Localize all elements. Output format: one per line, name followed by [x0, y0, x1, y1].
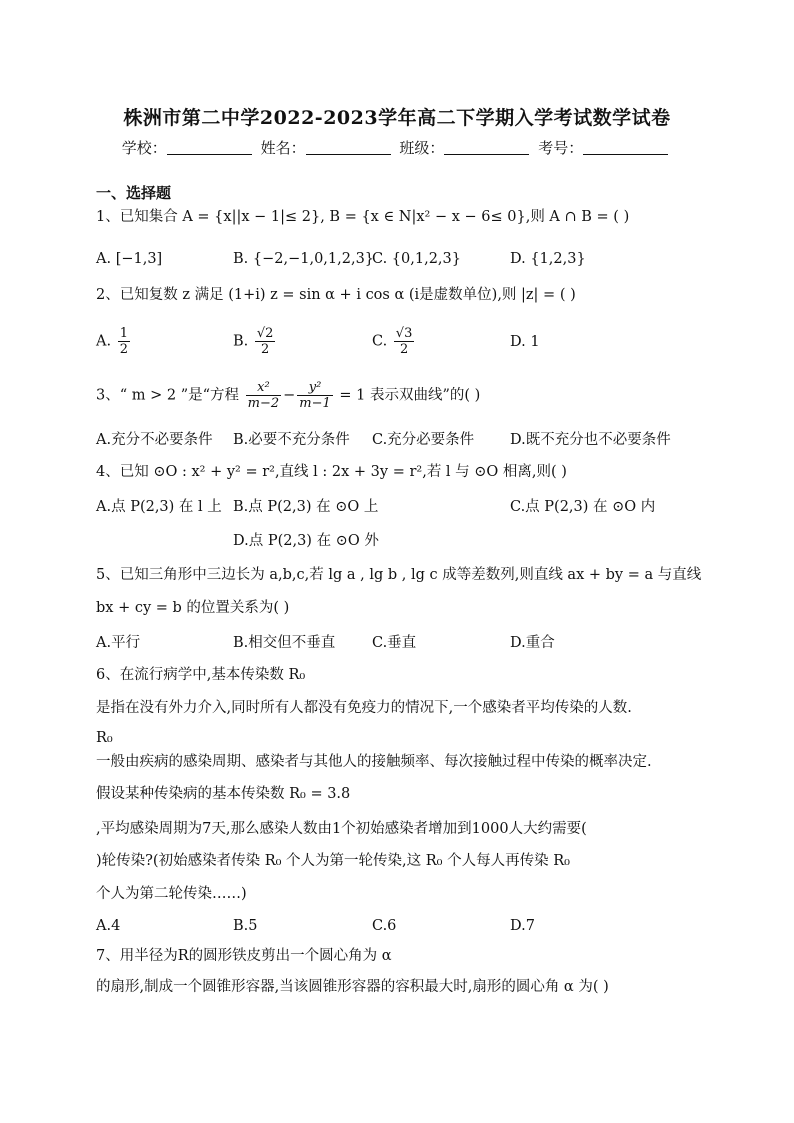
q1-option-a: A. [−1,3]	[96, 251, 163, 267]
q1-option-b: B. {−2,−1,0,1,2,3}	[233, 251, 375, 267]
q5-line-2: bx + cy = b 的位置关系为( )	[96, 600, 290, 616]
q3-option-c: C.充分必要条件	[372, 432, 475, 448]
q6-line-4: 一般由疾病的感染周期、感染者与其他人的接触频率、每次接触过程中传染的概率决定.	[96, 754, 652, 770]
q2-c-den: 2	[399, 342, 409, 357]
q6-line-8: 个人为第二轮传染……)	[96, 886, 247, 902]
q4-option-c: C.点 P(2,3) 在 ⊙O 内	[510, 499, 656, 515]
q6-option-c: C.6	[372, 918, 397, 934]
q2-b-label: B.	[233, 333, 249, 350]
q6-option-a: A.4	[96, 918, 121, 934]
q2-c-num: √3	[395, 326, 413, 341]
q1-stem: 1、已知集合 A = {x||x − 1|≤ 2}, B = {x ∈ N|x² − x − 6≤ 0},则 A ∩ B = ( )	[96, 209, 630, 225]
q4-stem: 4、已知 ⊙O : x² + y² = r²,直线 l : 2x + 3y = r²,若 l 与 ⊙O 相离,则( )	[96, 464, 567, 480]
name-blank[interactable]	[306, 140, 391, 155]
q3-post: = 1 表示双曲线”的( )	[339, 387, 481, 404]
q2-a-den: 2	[119, 342, 128, 357]
q2-a-num: 1	[119, 326, 128, 341]
q4-option-b: B.点 P(2,3) 在 ⊙O 上	[233, 499, 379, 515]
q6-line-3: R₀	[96, 730, 113, 746]
q6-option-d: D.7	[510, 918, 535, 934]
q6-line-7: )轮传染?(初始感染者传染 R₀ 个人为第一轮传染,这 R₀ 个人每人再传染 R₀	[96, 853, 570, 869]
q3-minus: −	[283, 387, 296, 404]
q3-f1-den: m−2	[247, 396, 280, 411]
q2-b-den: 2	[261, 342, 270, 357]
q6-line-5: 假设某种传染病的基本传染数 R₀ = 3.8	[96, 786, 351, 802]
q6-line-6: ,平均感染周期为7天,那么感染人数由1个初始感染者增加到1000人大约需要(	[96, 821, 587, 837]
q5-option-b: B.相交但不垂直	[233, 635, 336, 651]
q2-b-num: √2	[256, 326, 274, 341]
section-heading: 一、选择题	[96, 184, 172, 202]
q2-option-c	[372, 326, 416, 357]
q2-a-label: A.	[96, 333, 112, 350]
q2-option-a	[96, 326, 132, 357]
q2-a-fraction	[118, 326, 130, 357]
q3-fraction-1	[246, 380, 282, 411]
q3-f1-num: x²	[246, 380, 282, 396]
school-blank[interactable]	[167, 140, 252, 155]
number-blank[interactable]	[583, 140, 668, 155]
q1-option-d: D. {1,2,3}	[510, 251, 586, 267]
q6-line-2: 是指在没有外力介入,同时所有人都没有免疫力的情况下,一个感染者平均传染的人数.	[96, 700, 632, 716]
q4-option-d: D.点 P(2,3) 在 ⊙O 外	[233, 533, 379, 549]
q2-option-d: D. 1	[510, 334, 540, 350]
class-label: 班级：	[399, 139, 445, 157]
q2-option-b	[233, 326, 277, 357]
q3-pre: 3、“ m > 2 ”是“方程	[96, 387, 240, 404]
q6-option-b: B.5	[233, 918, 258, 934]
class-blank[interactable]	[444, 140, 529, 155]
q2-stem: 2、已知复数 z 满足 (1+i) z = sin α + i cos α (i是虚数单位),则 |z| = ( )	[96, 287, 576, 303]
q3-fraction-2	[297, 380, 333, 411]
q4-option-a: A.点 P(2,3) 在 l 上	[96, 499, 222, 515]
q5-option-a: A.平行	[96, 635, 141, 651]
q2-b-fraction	[255, 326, 276, 357]
q3-f2-den: m−1	[299, 396, 331, 411]
q7-line-2: 的扇形,制成一个圆锥形容器,当该圆锥形容器的容积最大时,扇形的圆心角 α 为( )	[96, 979, 609, 995]
student-info-line	[0, 137, 794, 158]
q2-c-fraction	[394, 326, 415, 357]
q2-c-label: C.	[372, 333, 388, 350]
q6-line-1: 6、在流行病学中,基本传染数 R₀	[96, 667, 306, 683]
school-label: 学校：	[121, 139, 167, 157]
exam-title: 株洲市第二中学2022-2023学年高二下学期入学考试数学试卷	[123, 107, 671, 129]
q3-option-d: D.既不充分也不必要条件	[510, 432, 671, 448]
number-label: 考号：	[538, 139, 584, 157]
name-label: 姓名：	[260, 139, 306, 157]
q5-option-d: D.重合	[510, 635, 555, 651]
q5-line-1: 5、已知三角形中三边长为 a,b,c,若 lg a , lg b , lg c 成等差数列,则直线 ax + by = a 与直线	[96, 567, 702, 583]
q3-option-b: B.必要不充分条件	[233, 432, 350, 448]
q1-option-c: C. {0,1,2,3}	[372, 251, 461, 267]
q5-option-c: C.垂直	[372, 635, 417, 651]
q3-f2-num: y²	[297, 380, 333, 396]
q3-option-a: A.充分不必要条件	[96, 432, 213, 448]
q3-stem	[96, 380, 480, 411]
q7-line-1: 7、用半径为R的圆形铁皮剪出一个圆心角为 α	[96, 948, 392, 964]
